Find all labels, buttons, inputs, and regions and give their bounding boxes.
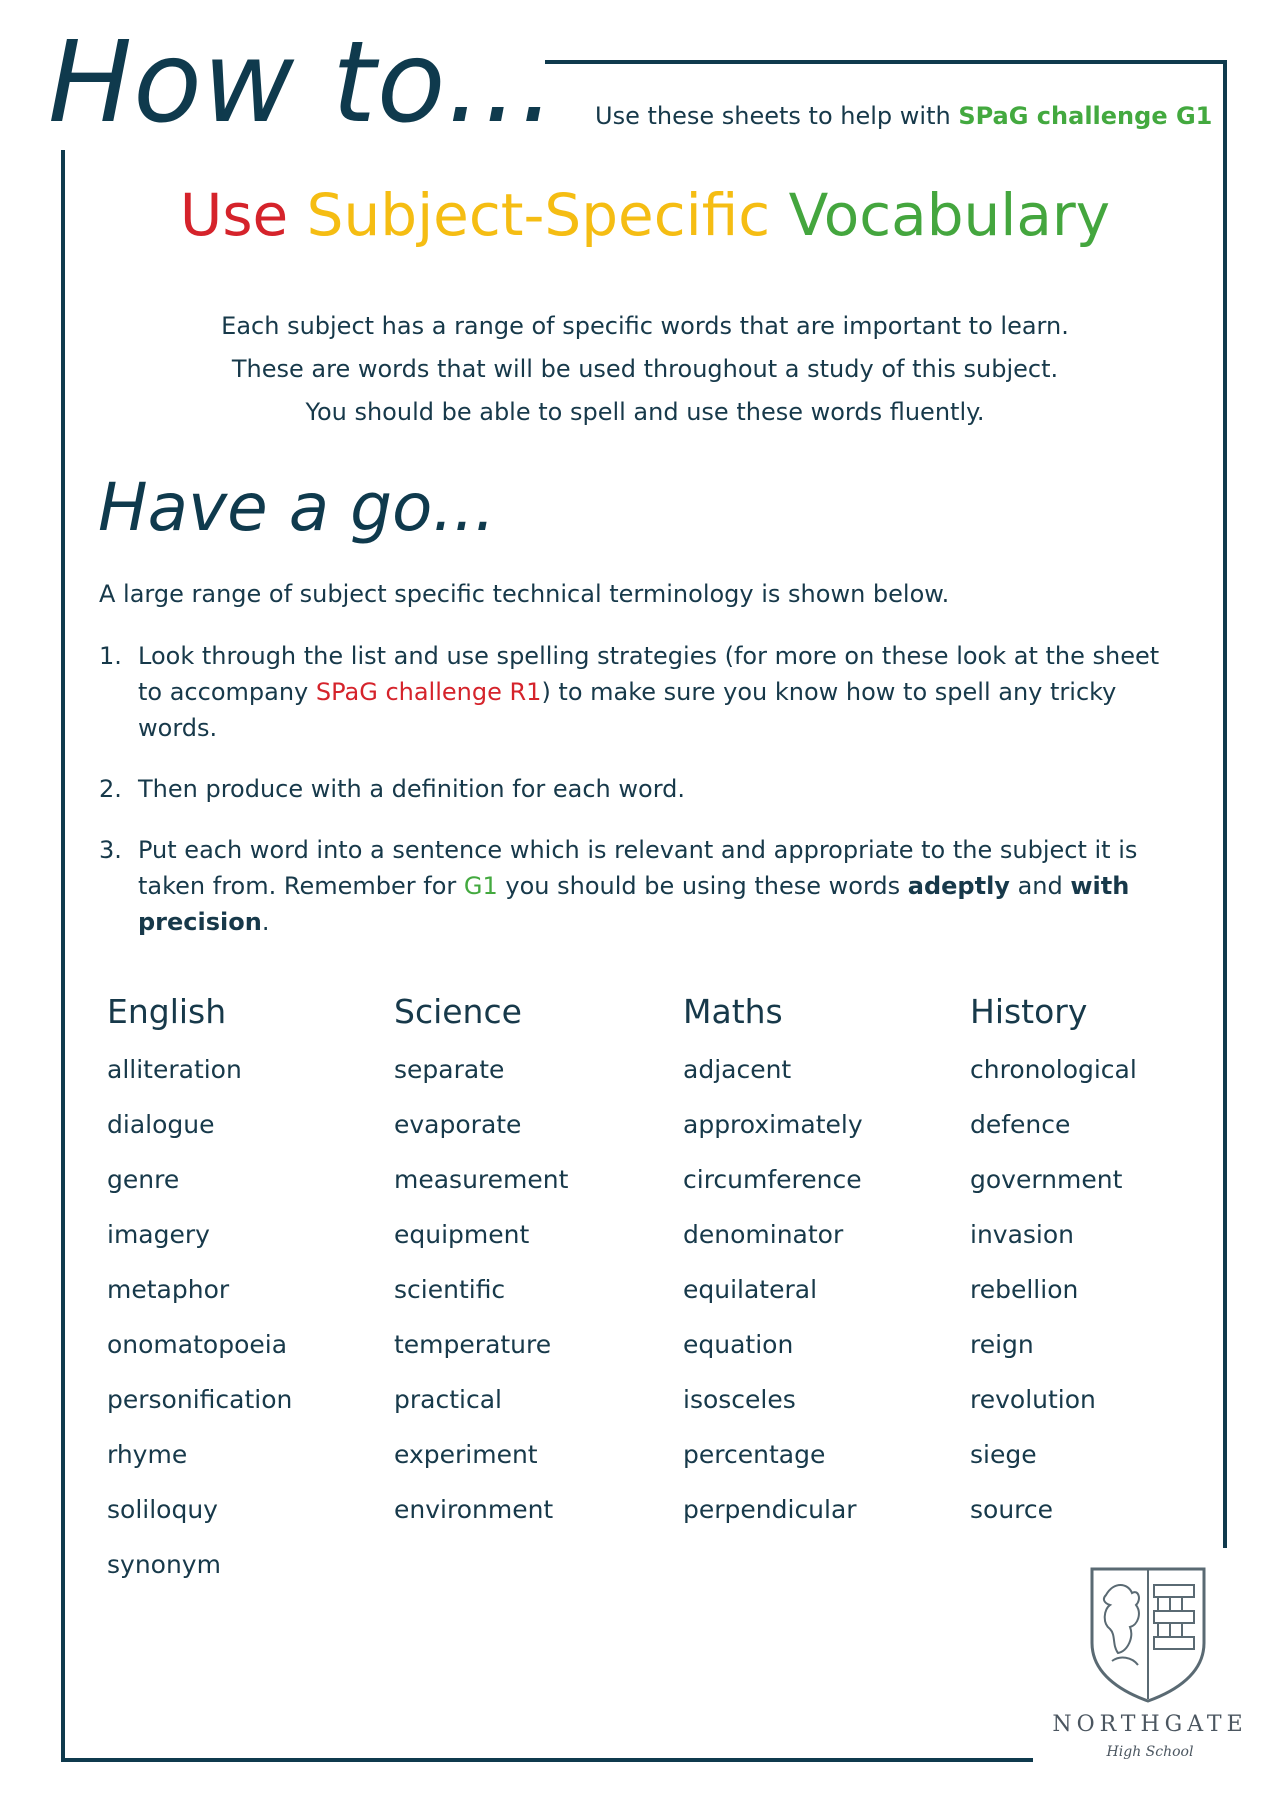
step-number: 3. [99, 836, 122, 864]
vocabulary-word: alliteration [107, 1055, 242, 1084]
vocabulary-word: scientific [394, 1275, 506, 1304]
subject-column-maths [683, 990, 963, 1537]
help-prefix: Use these sheets to help with [595, 102, 959, 130]
vocabulary-word: measurement [394, 1165, 569, 1194]
vocabulary-word: separate [394, 1055, 505, 1084]
word-list [107, 1042, 387, 1592]
vocabulary-word: source [970, 1495, 1054, 1524]
title-word-subject-specific: Subject-Specific [306, 181, 771, 249]
vocabulary-word: invasion [970, 1220, 1075, 1249]
vocabulary-word: environment [394, 1495, 554, 1524]
vocabulary-word: genre [107, 1165, 180, 1194]
subject-heading: Science [394, 992, 522, 1031]
vocabulary-word: temperature [394, 1330, 552, 1359]
title-word-use: Use [179, 181, 289, 249]
vocabulary-word: rhyme [107, 1440, 188, 1469]
intro-line: You should be able to spell and use these words fluently. [305, 398, 985, 426]
intro-line: Each subject has a range of specific words that are important to learn. [221, 312, 1069, 340]
school-logo-name: NORTHGATE [1052, 1712, 1248, 1737]
step-text: Look through the list and use spelling strategies (for more on these look at the sheet to accompany [138, 642, 1160, 706]
instruction-step-3 [99, 832, 1179, 940]
vocabulary-word: rebellion [970, 1275, 1079, 1304]
vocabulary-word: approximately [683, 1110, 863, 1139]
vocabulary-word: imagery [107, 1220, 210, 1249]
vocabulary-word: onomatopoeia [107, 1330, 288, 1359]
vocabulary-word: chronological [970, 1055, 1137, 1084]
word-list [970, 1042, 1250, 1537]
vocabulary-word: experiment [394, 1440, 538, 1469]
subject-column-science [394, 990, 674, 1537]
how-to-heading: How to... [48, 18, 557, 148]
help-challenge: SPaG challenge G1 [958, 102, 1213, 130]
have-a-go-heading: Have a go... [98, 469, 496, 546]
bold-with-precision: with precision [138, 872, 1130, 936]
instruction-step-1 [99, 638, 1179, 746]
vocabulary-word: isosceles [683, 1385, 796, 1414]
school-crest-icon [1088, 1565, 1208, 1705]
word-list [683, 1042, 963, 1537]
g1-highlight: G1 [463, 872, 498, 900]
subject-heading: History [970, 992, 1088, 1031]
vocabulary-word: denominator [683, 1220, 844, 1249]
help-line [595, 102, 1212, 130]
vocabulary-word: equipment [394, 1220, 530, 1249]
step-text: . [261, 908, 270, 936]
vocabulary-word: siege [970, 1440, 1037, 1469]
vocabulary-word: adjacent [683, 1055, 792, 1084]
frame-top-border [545, 60, 1227, 64]
vocabulary-word: equilateral [683, 1275, 818, 1304]
vocabulary-word: perpendicular [683, 1495, 857, 1524]
step-text: you should be using these words [497, 872, 908, 900]
vocabulary-word: synonym [107, 1550, 221, 1579]
step-text: ) to make sure you know how to spell any tricky words. [138, 678, 1117, 742]
subject-heading: Maths [683, 992, 783, 1031]
school-logo-subtitle: High School [1106, 1744, 1194, 1760]
vocabulary-word: personification [107, 1385, 293, 1414]
vocabulary-word: government [970, 1165, 1123, 1194]
page-title [0, 178, 1280, 252]
have-a-go-lead: A large range of subject specific technical terminology is shown below. [99, 580, 950, 608]
step-number: 1. [99, 642, 122, 670]
step-text: Put each word into a sentence which is relevant and appropriate to the subject it is taken from. Remember for [138, 836, 1138, 900]
instruction-step-2 [99, 771, 1179, 807]
vocabulary-word: circumference [683, 1165, 862, 1194]
vocabulary-word: equation [683, 1330, 794, 1359]
subject-column-history [970, 990, 1250, 1537]
vocabulary-word: dialogue [107, 1110, 215, 1139]
subject-heading: English [107, 992, 227, 1031]
vocabulary-word: soliloquy [107, 1495, 218, 1524]
title-word-vocabulary: Vocabulary [788, 181, 1111, 249]
frame-left-border [61, 150, 65, 1762]
step-text: and [1009, 872, 1071, 900]
word-list [394, 1042, 674, 1537]
bold-adeptly: adeptly [907, 872, 1010, 900]
intro-text [120, 305, 1170, 434]
vocabulary-word: practical [394, 1385, 502, 1414]
vocabulary-word: percentage [683, 1440, 826, 1469]
vocabulary-word: revolution [970, 1385, 1096, 1414]
subject-column-english [107, 990, 387, 1592]
vocabulary-word: reign [970, 1330, 1034, 1359]
instruction-list [99, 638, 1179, 965]
vocabulary-word: defence [970, 1110, 1071, 1139]
intro-line: These are words that will be used throughout a study of this subject. [231, 355, 1059, 383]
spag-r1-link-text: SPaG challenge R1 [315, 678, 542, 706]
step-text: Then produce with a definition for each word. [138, 775, 686, 803]
vocabulary-word: metaphor [107, 1275, 230, 1304]
step-number: 2. [99, 775, 122, 803]
frame-bottom-border [61, 1758, 1033, 1762]
vocabulary-word: evaporate [394, 1110, 522, 1139]
